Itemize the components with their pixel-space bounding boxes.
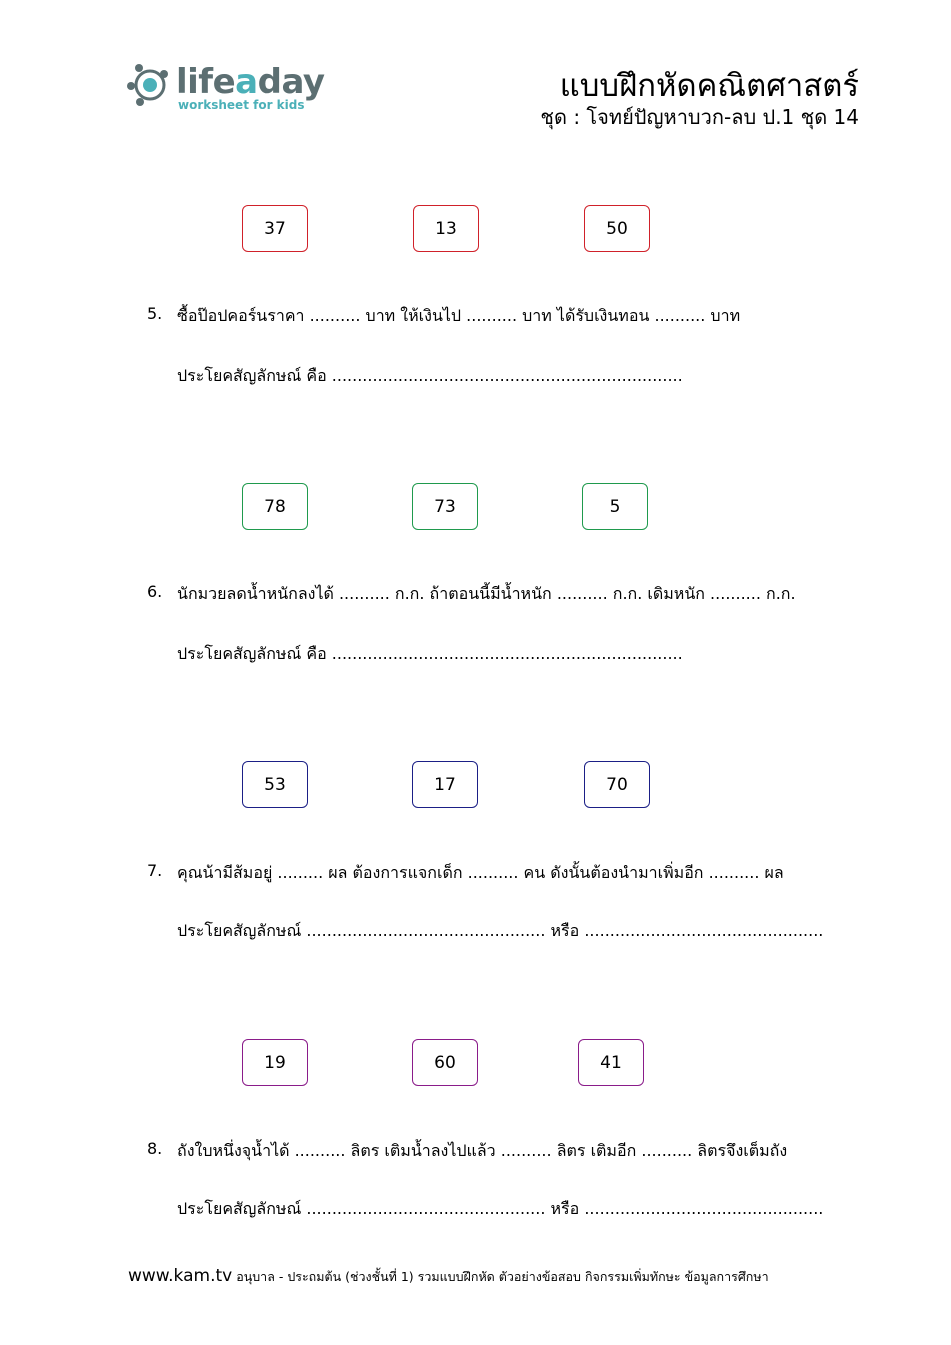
number-box: 78 [242,483,308,530]
number-box: 60 [412,1039,478,1086]
symbol-sentence-line: ประโยคสัญลักษณ์ คือ ..................................................................... [177,644,683,663]
page-footer [128,1266,769,1287]
question-text: คุณน้ามีส้มอยู่ ......... ผล ต้องการแจกเด็ก .......... คน ดังนั้นต้องนำมาเพิ่มอีก .......... ผล [177,863,784,882]
question-text: ซื้อป๊อปคอร์นราคา .......... บาท ให้เงินไป .......... บาท ได้รับเงินทอน .......... บาท [177,306,741,325]
number-box: 13 [413,205,479,252]
question-number: 5. [147,304,163,323]
symbol-sentence-line: ประโยคสัญลักษณ์ ............................................... หรือ ............................................... [177,921,824,940]
molecule-logo-icon [126,60,174,110]
number-box: 70 [584,761,650,808]
question-number: 8. [147,1139,163,1158]
brand-logo [126,60,325,120]
number-box: 37 [242,205,308,252]
question-number: 7. [147,861,163,880]
question-text: ถังใบหนึ่งจุน้ำได้ .......... ลิตร เติมน้ำลงไปแล้ว .......... ลิตร เติมอีก .......... ลิตรจึงเต็มถัง [177,1141,788,1160]
number-box: 53 [242,761,308,808]
footer-description: อนุบาล - ประถมต้น (ช่วงชั้นที่ 1) รวมแบบฝึกหัด ตัวอย่างข้อสอบ กิจกรรมเพิ่มทักษะ ข้อมูลการศึกษา [232,1269,769,1284]
number-box: 17 [412,761,478,808]
question-text: นักมวยลดน้ำหนักลงได้ .......... ก.ก. ถ้าตอนนี้มีน้ำหนัก .......... ก.ก. เดิมหนัก .......... ก.ก. [177,584,796,603]
number-box: 50 [584,205,650,252]
symbol-sentence-line: ประโยคสัญลักษณ์ คือ ..................................................................... [177,366,683,385]
number-box: 19 [242,1039,308,1086]
number-box: 5 [582,483,648,530]
number-box: 41 [578,1039,644,1086]
number-box: 73 [412,483,478,530]
footer-website-link[interactable]: www.kam.tv [128,1266,233,1286]
logo-tagline: worksheet for kids [178,98,305,112]
question-number: 6. [147,582,163,601]
logo-wordmark: lifeaday [176,62,325,102]
page-title: แบบฝึกหัดคณิตศาสตร์ [559,68,859,104]
page-subtitle: ชุด : โจทย์ปัญหาบวก-ลบ ป.1 ชุด 14 [540,105,859,129]
symbol-sentence-line: ประโยคสัญลักษณ์ ............................................... หรือ ............................................... [177,1199,824,1218]
